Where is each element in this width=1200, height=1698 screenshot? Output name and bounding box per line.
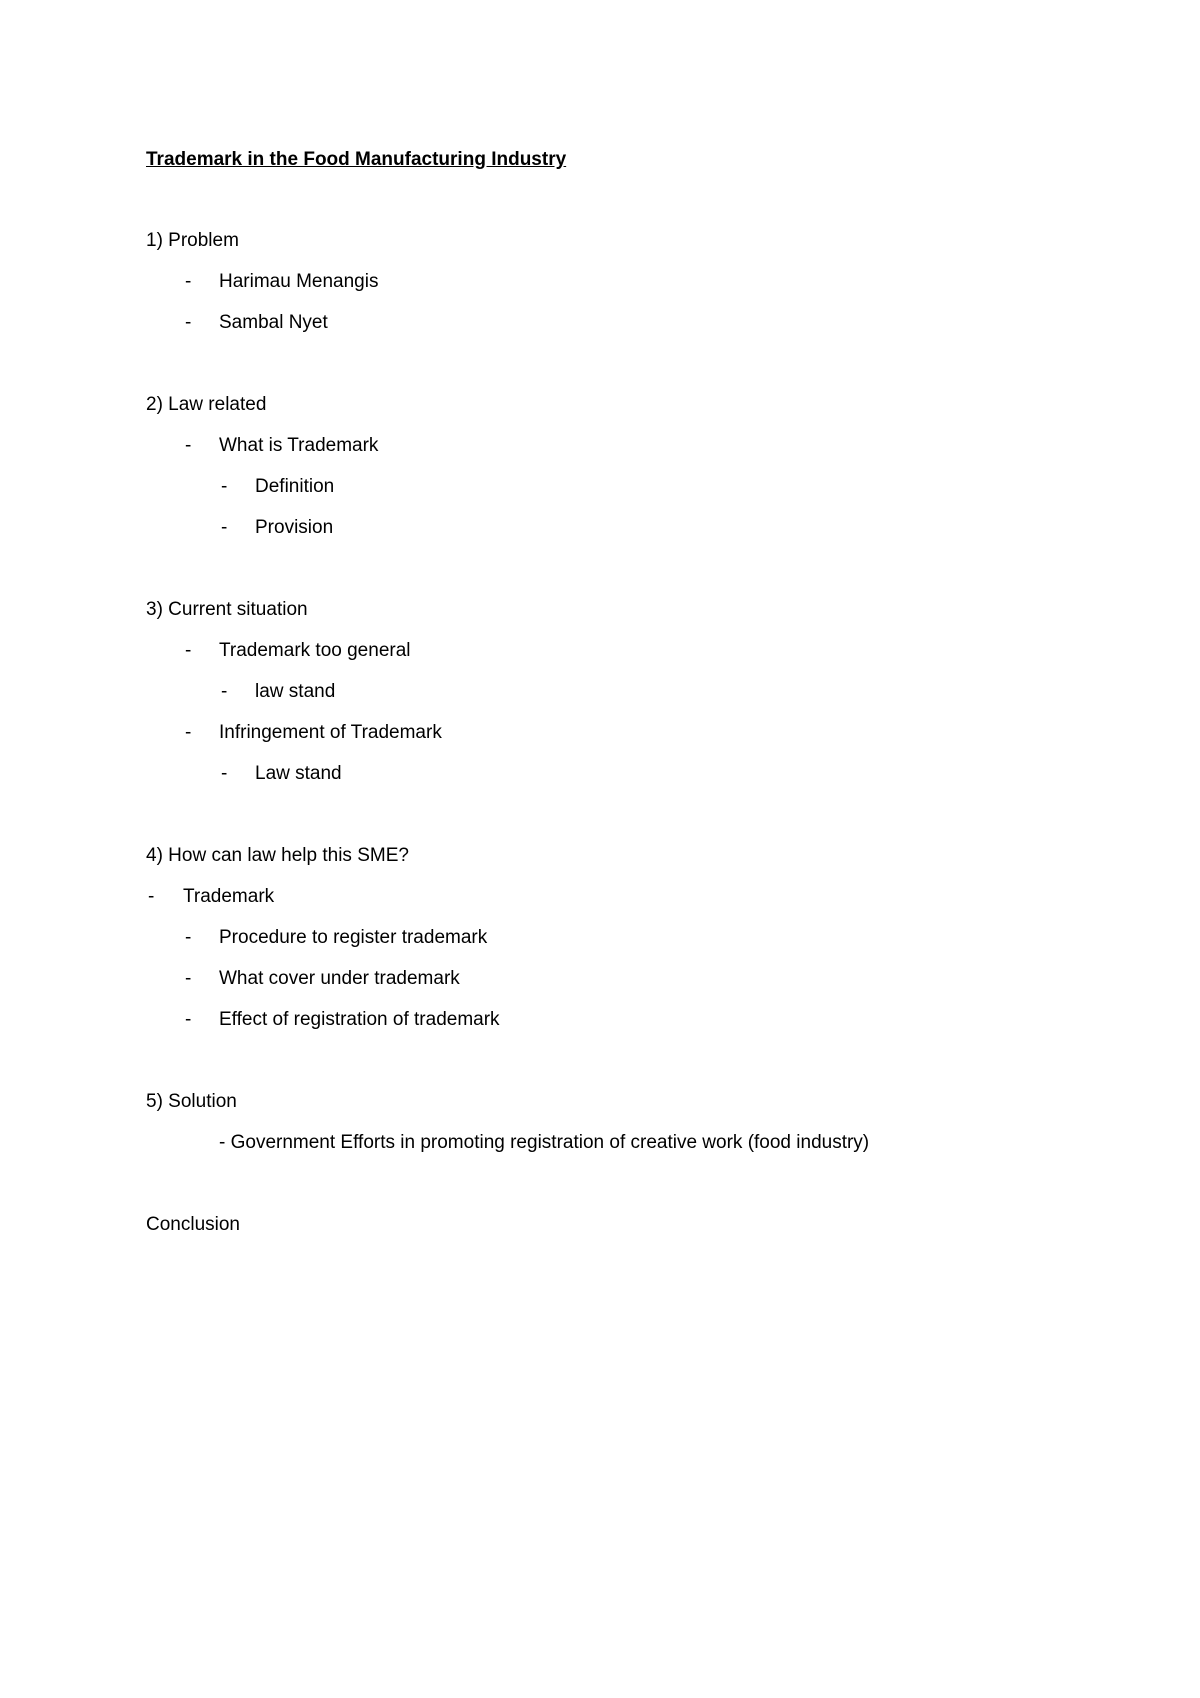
conclusion-heading: Conclusion [146, 1214, 240, 1235]
list-subitem: Definition [255, 476, 335, 497]
bullet-dash: - [221, 517, 228, 538]
bullet-dash: - [185, 312, 192, 333]
list-subitem: Provision [255, 517, 334, 538]
bullet-dash: - [185, 640, 192, 661]
list-item: Harimau Menangis [219, 271, 379, 292]
list-subitem: Procedure to register trademark [219, 927, 488, 948]
bullet-dash: - [185, 271, 192, 292]
section-2-heading: 2) Law related [146, 394, 267, 415]
list-item: Sambal Nyet [219, 312, 328, 333]
bullet-dash: - [221, 681, 228, 702]
list-subitem: law stand [255, 681, 336, 702]
bullet-dash: - [185, 435, 192, 456]
bullet-dash: - [221, 476, 228, 497]
list-subitem: Law stand [255, 763, 342, 784]
section-4-heading: 4) How can law help this SME? [146, 845, 409, 866]
section-3-heading: 3) Current situation [146, 599, 308, 620]
section-5-heading: 5) Solution [146, 1091, 237, 1112]
section-1-heading: 1) Problem [146, 230, 239, 251]
list-subitem: What cover under trademark [219, 968, 460, 989]
bullet-dash: - [185, 722, 192, 743]
list-item: - Government Efforts in promoting registration of creative work (food industry) [219, 1132, 870, 1153]
list-item: Infringement of Trademark [219, 722, 442, 743]
bullet-dash: - [185, 927, 192, 948]
bullet-dash: - [221, 763, 228, 784]
list-item: Trademark too general [219, 640, 411, 661]
list-item: What is Trademark [219, 435, 379, 456]
bullet-dash: - [148, 886, 155, 907]
list-subitem: Effect of registration of trademark [219, 1009, 500, 1030]
bullet-dash: - [185, 1009, 192, 1030]
list-item: Trademark [183, 886, 275, 907]
bullet-dash: - [185, 968, 192, 989]
document-title: Trademark in the Food Manufacturing Industry [146, 149, 567, 170]
